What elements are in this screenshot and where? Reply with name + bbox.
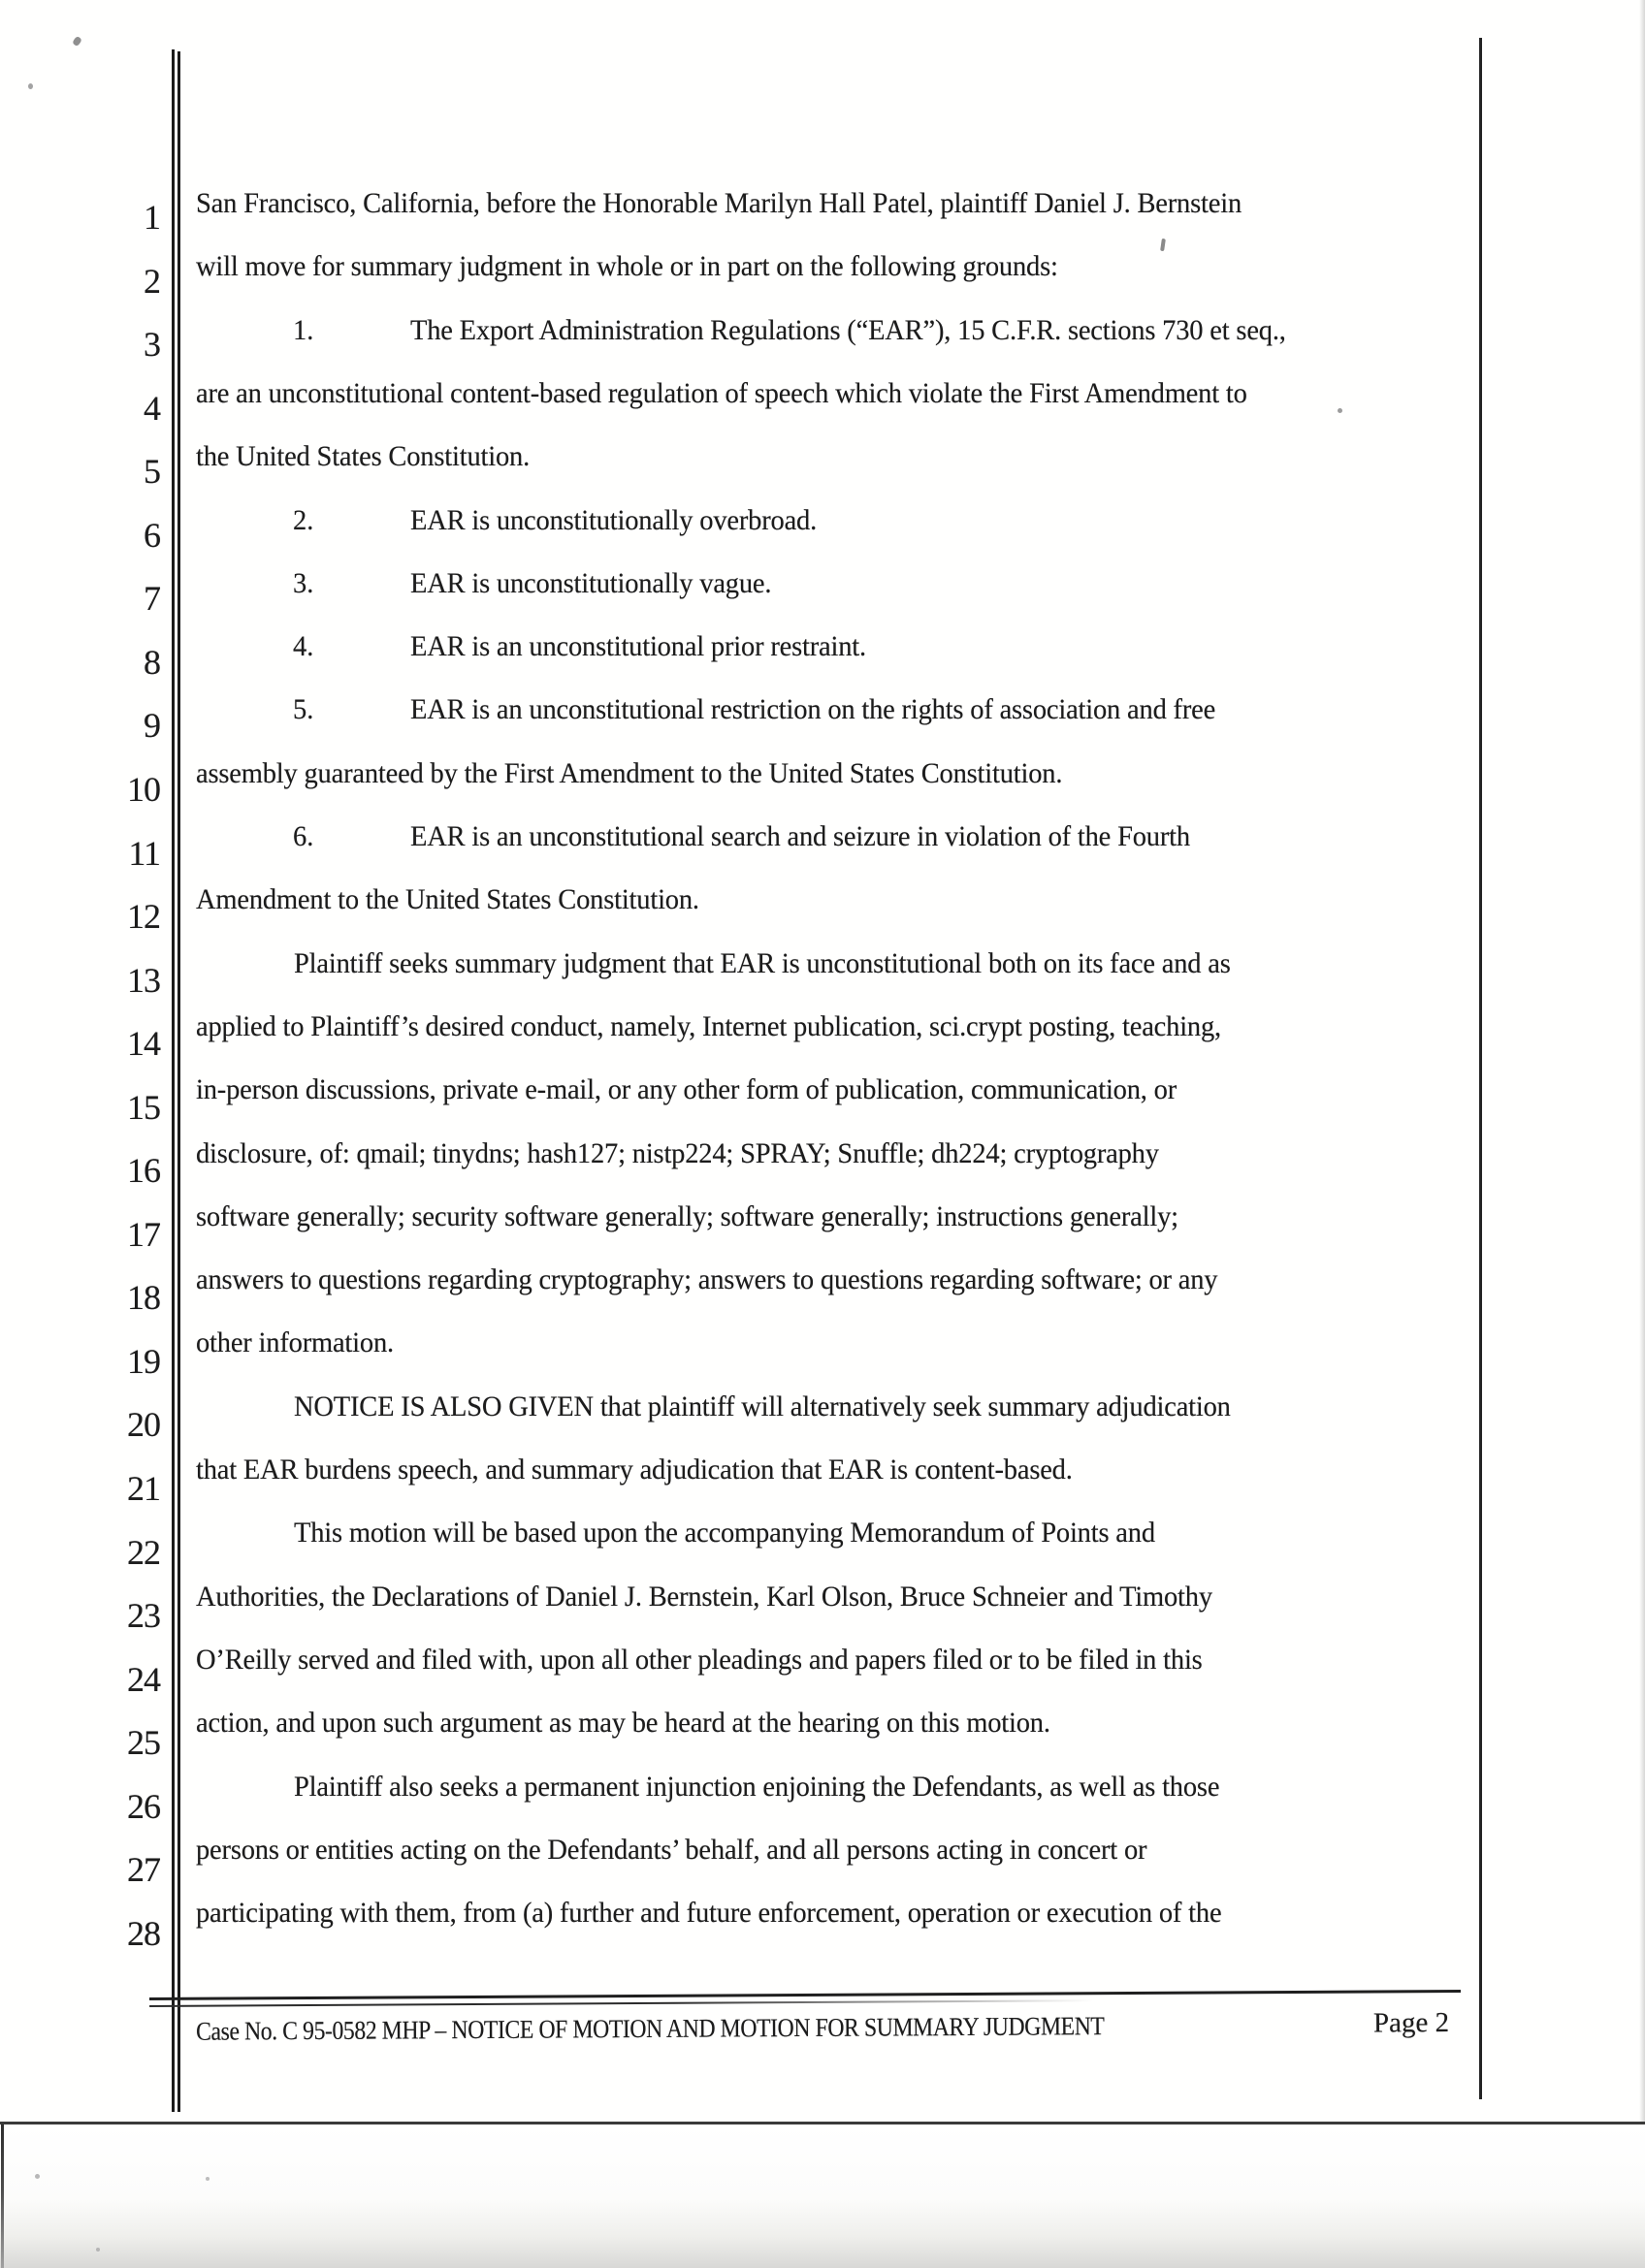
line-number: 15 [127, 1087, 160, 1127]
text-line-content: disclosure, of: qmail; tinydns; hash127; nistp224; SPRAY; Snuffle; dh224; cryptography [196, 1136, 1159, 1169]
text-line-content: participating with them, from (a) further and future enforcement, operation or execution of the [196, 1897, 1222, 1930]
text-line [0, 1075, 1645, 1118]
next-page-edge [0, 2124, 1645, 2268]
line-number: 5 [144, 452, 160, 492]
text-line [0, 252, 1645, 295]
text-line-content: other information. [196, 1326, 394, 1359]
text-line [0, 1833, 1645, 1878]
text-line-content: EAR is unconstitutionally vague. [410, 566, 772, 599]
line-number: 19 [127, 1341, 160, 1381]
text-line-content: O’Reilly served and filed with, upon all other pleadings and papers filed or to be filed in this [196, 1643, 1203, 1676]
text-line-content: San Francisco, California, before the Honorable Marilyn Hall Patel, plaintiff Daniel J. Bernstein [196, 187, 1242, 219]
text-line [0, 1518, 1645, 1561]
scan-speck [206, 2177, 210, 2181]
line-number: 28 [127, 1913, 160, 1953]
line-number: 12 [127, 897, 160, 937]
list-item-number: 5. [293, 693, 314, 726]
next-page-left-edge-line [1, 2124, 4, 2268]
text-line-content: the United States Constitution. [196, 440, 531, 473]
line-number: 3 [144, 325, 160, 365]
line-number: 16 [127, 1151, 160, 1191]
text-line [0, 1709, 1645, 1751]
text-line-content: Plaintiff seeks summary judgment that EAR is unconstitutional both on its face and as [294, 946, 1231, 979]
text-line-content: NOTICE IS ALSO GIVEN that plaintiff will alternatively seek summary adjudication [294, 1390, 1231, 1422]
text-line [0, 1328, 1645, 1371]
text-line [0, 1770, 1645, 1815]
line-number: 10 [127, 769, 160, 809]
text-line-content: will move for summary judgment in whole or in part on the following grounds: [196, 250, 1058, 283]
text-line-content: persons or entities acting on the Defendants’ behalf, and all persons acting in concert or [196, 1833, 1147, 1866]
text-line [0, 632, 1645, 675]
line-number: 17 [127, 1214, 160, 1254]
text-line-content: applied to Plaintiff’s desired conduct, namely, Internet publication, sci.crypt posting, teaching, [196, 1009, 1221, 1042]
line-number: 14 [127, 1024, 160, 1064]
text-line-content: are an unconstitutional content-based regulation of speech which violate the First Amendment to [196, 376, 1247, 409]
text-line [0, 1199, 1645, 1245]
scan-speck [96, 2248, 100, 2252]
text-line [0, 1136, 1645, 1182]
line-number: 9 [144, 706, 160, 746]
scan-speck [72, 36, 82, 47]
line-number: 22 [127, 1532, 160, 1572]
text-line-content: in-person discussions, private e-mail, or any other form of publication, communication, or [196, 1073, 1177, 1106]
text-line [0, 1009, 1645, 1055]
footer-rule [149, 1990, 1461, 2007]
text-line [0, 885, 1645, 928]
text-line-content: This motion will be based upon the accompanying Memorandum of Points and [294, 1517, 1155, 1549]
text-line [0, 1645, 1645, 1688]
text-line [0, 1392, 1645, 1435]
text-line [0, 822, 1645, 865]
line-number: 11 [128, 833, 160, 873]
text-line [0, 503, 1645, 549]
text-line-content: answers to questions regarding cryptography; answers to questions regarding software; or any [196, 1263, 1218, 1296]
list-item-number: 1. [293, 313, 314, 346]
text-line [0, 1455, 1645, 1498]
text-line [0, 756, 1645, 802]
line-number: 24 [127, 1659, 160, 1699]
line-number: 7 [144, 579, 160, 619]
text-line [0, 566, 1645, 612]
text-line-content: Authorities, the Declarations of Daniel J. Bernstein, Karl Olson, Bruce Schneier and Timothy [196, 1580, 1212, 1613]
page-footer [149, 2007, 1461, 2054]
text-line [0, 695, 1645, 738]
scan-artifact-tick [1160, 239, 1166, 251]
line-number: 21 [127, 1469, 160, 1508]
text-line [0, 189, 1645, 232]
list-item-number: 6. [293, 820, 314, 852]
text-line-content: EAR is unconstitutionally overbroad. [410, 503, 818, 536]
text-line-content: action, and upon such argument as may be heard at the hearing on this motion. [196, 1707, 1050, 1740]
text-line-content: Plaintiff also seeks a permanent injunction enjoining the Defendants, as well as those [294, 1770, 1220, 1803]
text-line-content: software generally; security software generally; software generally; instructions generally; [196, 1199, 1178, 1232]
text-line [0, 1265, 1645, 1308]
text-line-content: EAR is an unconstitutional restriction on the rights of association and free [410, 693, 1216, 726]
text-line [0, 442, 1645, 485]
line-number: 2 [144, 261, 160, 301]
line-number: 18 [127, 1278, 160, 1318]
line-number: 1 [144, 198, 160, 237]
text-line [0, 313, 1645, 359]
list-item-number: 4. [293, 630, 314, 663]
text-line [0, 1582, 1645, 1625]
list-item-number: 2. [293, 503, 314, 536]
line-number: 6 [144, 515, 160, 555]
text-line [0, 1899, 1645, 1941]
line-number: 13 [127, 960, 160, 1000]
line-number: 26 [127, 1786, 160, 1826]
scan-speck [28, 83, 33, 89]
text-line [0, 946, 1645, 992]
text-line [0, 376, 1645, 422]
list-item-number: 3. [293, 566, 314, 599]
line-number: 27 [127, 1850, 160, 1890]
text-line-content: that EAR burdens speech, and summary adjudication that EAR is content-based. [196, 1453, 1073, 1485]
line-number: 4 [144, 388, 160, 428]
footer-case-title: Case No. C 95-0582 MHP – NOTICE OF MOTION AND MOTION FOR SUMMARY JUDGMENT [196, 2011, 1105, 2046]
text-line-content: EAR is an unconstitutional search and seizure in violation of the Fourth [410, 820, 1190, 852]
text-line-content: EAR is an unconstitutional prior restraint. [410, 630, 866, 663]
line-number: 23 [127, 1596, 160, 1636]
text-line-content: assembly guaranteed by the First Amendment to the United States Constitution. [196, 756, 1063, 789]
scan-speck [35, 2174, 40, 2179]
text-line-content: The Export Administration Regulations (“EAR”), 15 C.F.R. sections 730 et seq., [410, 313, 1286, 346]
line-number: 8 [144, 642, 160, 682]
text-line-content: Amendment to the United States Constitution. [196, 883, 699, 916]
footer-page-number: Page 2 [1372, 2007, 1450, 2039]
line-number: 25 [127, 1723, 160, 1763]
line-number: 20 [127, 1405, 160, 1445]
scan-speck [1338, 408, 1342, 413]
